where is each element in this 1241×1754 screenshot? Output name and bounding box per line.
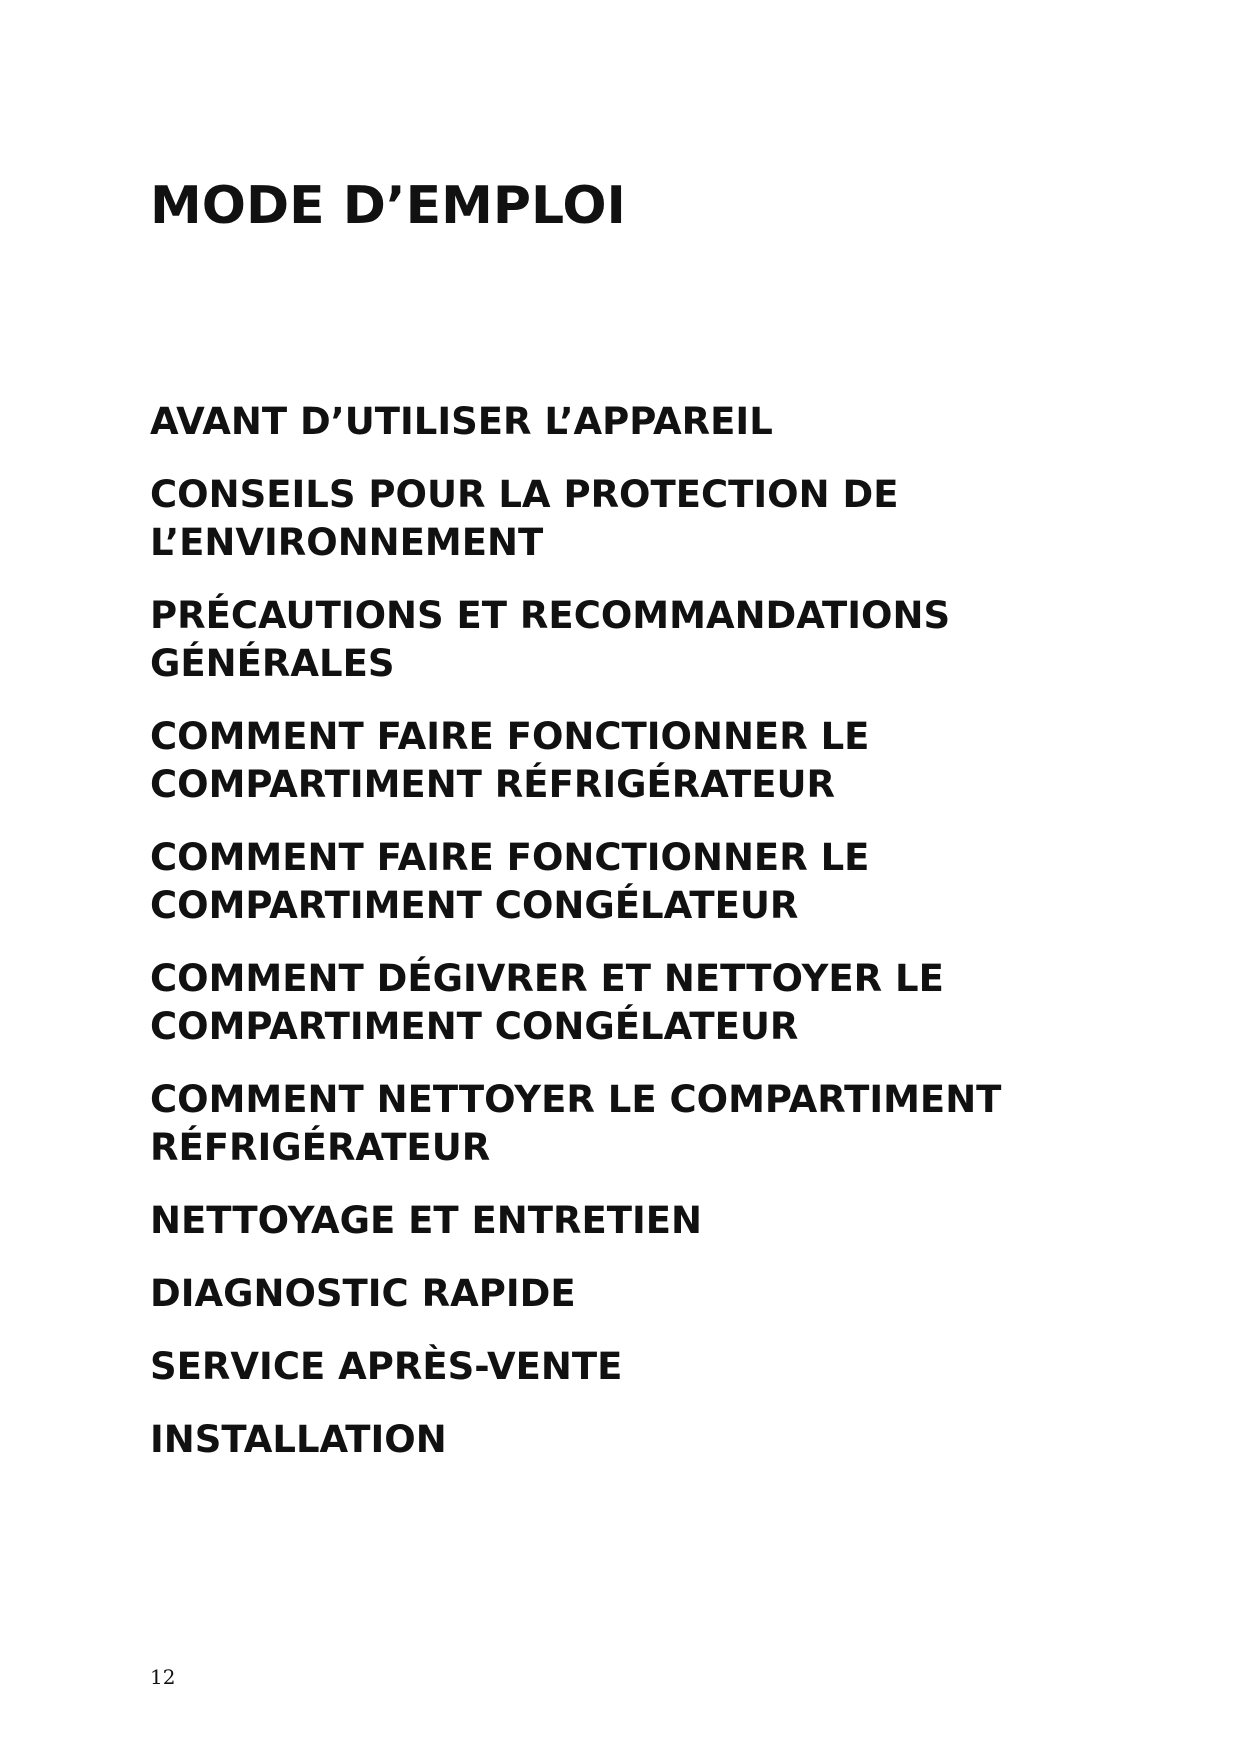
toc-item-service-apres-vente bbox=[150, 1343, 1110, 1391]
page-number: 12 bbox=[150, 1665, 176, 1689]
toc-item-line: COMMENT FAIRE FONCTIONNER LE bbox=[150, 836, 870, 879]
toc-item-line: RÉFRIGÉRATEUR bbox=[150, 1126, 491, 1169]
toc-item-installation bbox=[150, 1416, 1110, 1464]
toc-item-line: CONSEILS POUR LA PROTECTION DE bbox=[150, 473, 899, 516]
toc-item-line: L’ENVIRONNEMENT bbox=[150, 521, 544, 564]
toc-item-line: COMMENT DÉGIVRER ET NETTOYER LE bbox=[150, 957, 944, 1000]
toc-item-line: AVANT D’UTILISER L’APPAREIL bbox=[150, 400, 773, 443]
toc-item-line: COMPARTIMENT CONGÉLATEUR bbox=[150, 1005, 799, 1048]
toc-item-precautions bbox=[150, 592, 1110, 688]
toc-item-diagnostic bbox=[150, 1270, 1110, 1318]
page-title: MODE D’EMPLOI bbox=[150, 176, 626, 236]
toc-item-line: COMMENT NETTOYER LE COMPARTIMENT bbox=[150, 1078, 1002, 1121]
toc-item-conseils-environnement bbox=[150, 471, 1110, 567]
toc-item-line: COMMENT FAIRE FONCTIONNER LE bbox=[150, 715, 870, 758]
toc-item-line: DIAGNOSTIC RAPIDE bbox=[150, 1272, 576, 1315]
toc-item-fonctionner-refrigerateur bbox=[150, 713, 1110, 809]
toc-item-degivrer-congelateur bbox=[150, 955, 1110, 1051]
toc-item-nettoyer-refrigerateur bbox=[150, 1076, 1110, 1172]
toc-item-line: PRÉCAUTIONS ET RECOMMANDATIONS bbox=[150, 594, 951, 637]
toc-item-fonctionner-congelateur bbox=[150, 834, 1110, 930]
toc-item-line: NETTOYAGE ET ENTRETIEN bbox=[150, 1199, 703, 1242]
toc-item-nettoyage-entretien bbox=[150, 1197, 1110, 1245]
table-of-contents bbox=[150, 398, 1110, 1489]
toc-item-line: GÉNÉRALES bbox=[150, 642, 395, 685]
toc-item-line: COMPARTIMENT RÉFRIGÉRATEUR bbox=[150, 763, 836, 806]
toc-item-line: INSTALLATION bbox=[150, 1418, 447, 1461]
toc-item-line: COMPARTIMENT CONGÉLATEUR bbox=[150, 884, 799, 927]
toc-item-line: SERVICE APRÈS-VENTE bbox=[150, 1345, 623, 1388]
toc-item-avant-utiliser bbox=[150, 398, 1110, 446]
